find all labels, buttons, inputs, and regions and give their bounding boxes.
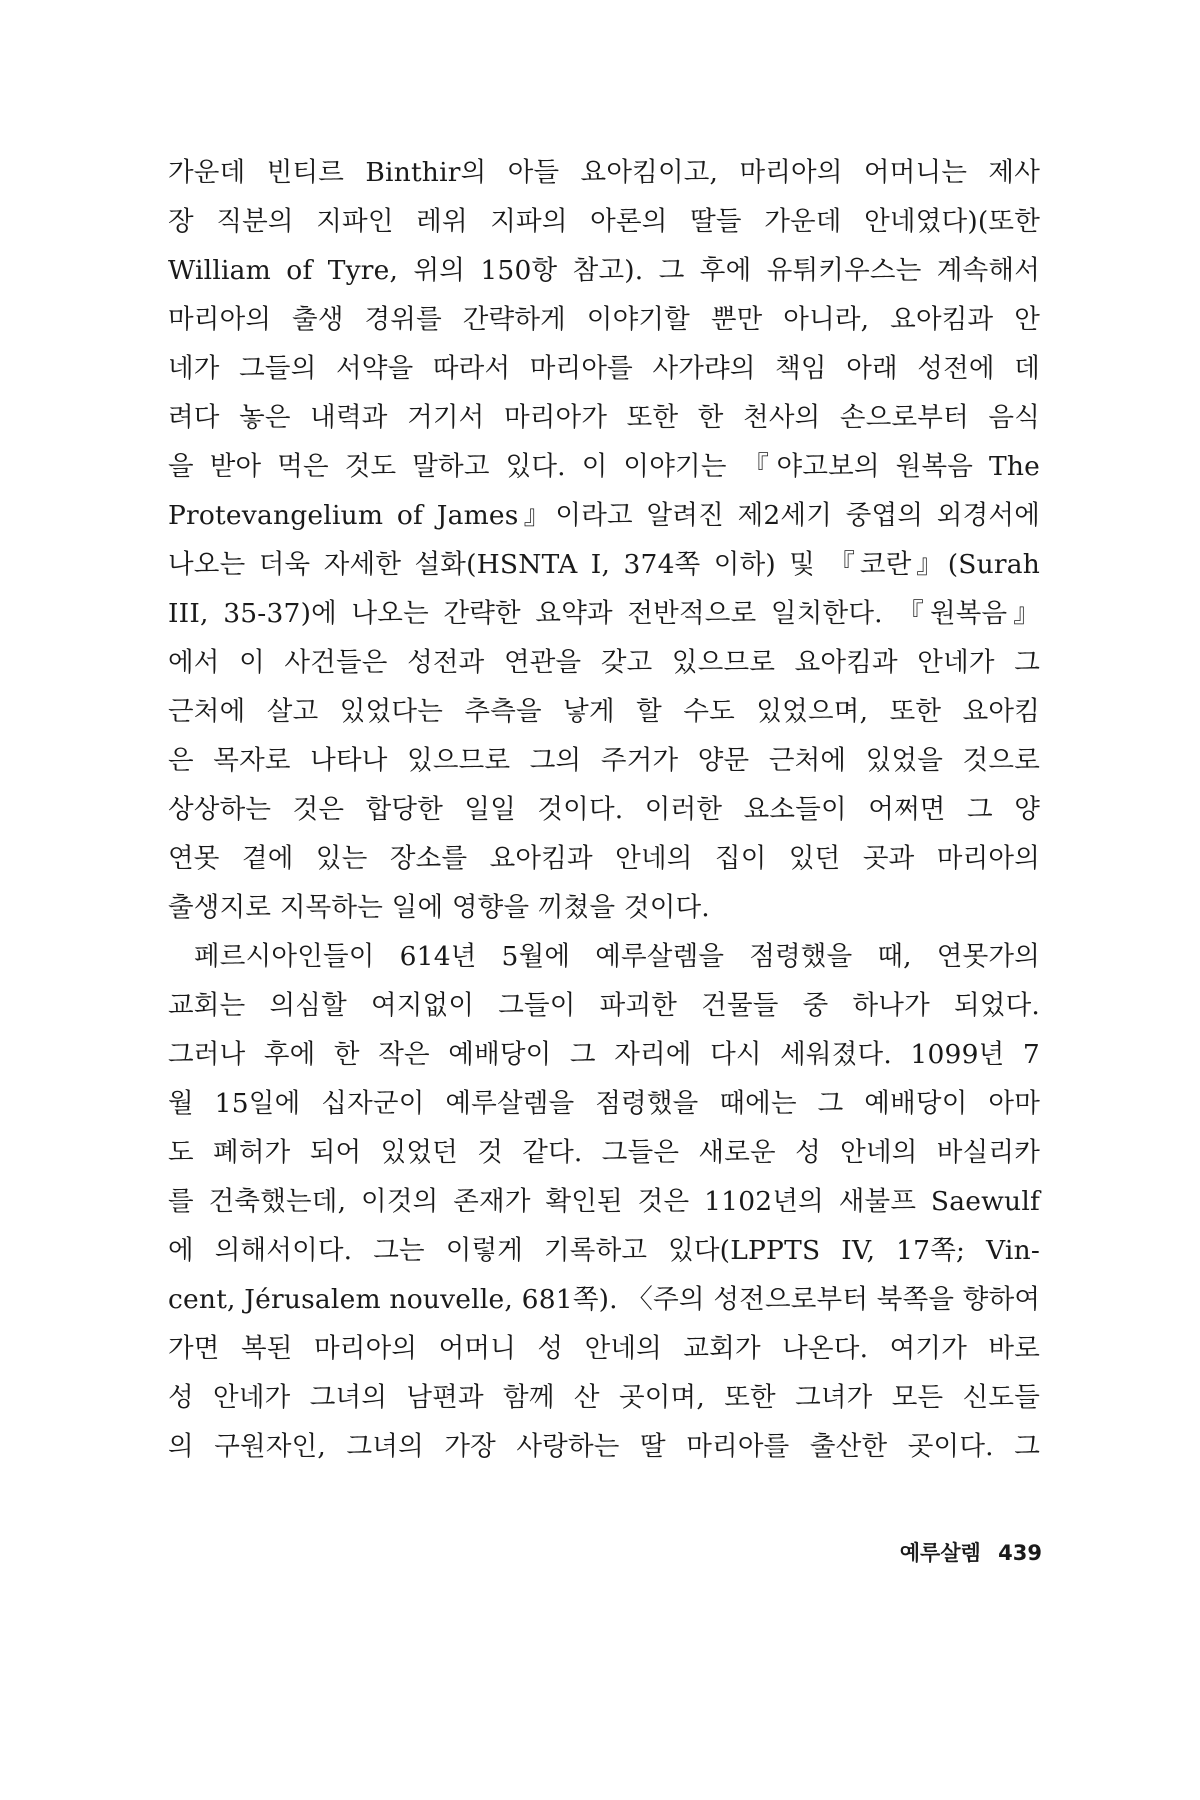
text-line: 그러나 후에 한 작은 예배당이 그 자리에 다시 세워졌다. 1099년 7 — [168, 1039, 1040, 1070]
text-line: 를 건축했는데, 이것의 존재가 확인된 것은 1102년의 새불프 Saewulf — [168, 1186, 1040, 1217]
page-number: 439 — [998, 1541, 1042, 1565]
text-line: 도 폐허가 되어 있었던 것 같다. 그들은 새로운 성 안네의 바실리카 — [168, 1137, 1040, 1168]
text-line: 성 안네가 그녀의 남편과 함께 산 곳이며, 또한 그녀가 모든 신도들 — [168, 1382, 1040, 1413]
text-line: cent, Jérusalem nouvelle, 681쪽). 〈주의 성전으로부터 북쪽을 향하여 — [168, 1284, 1041, 1315]
text-line: William of Tyre, 위의 150항 참고). 그 후에 유튀키우스는 계속해서 — [168, 255, 1040, 286]
text-line: 교회는 의심할 여지없이 그들이 파괴한 건물들 중 하나가 되었다. — [168, 990, 1040, 1021]
text-line: 가운데 빈티르 Binthir의 아들 요아킴이고, 마리아의 어머니는 제사 — [168, 157, 1040, 188]
text-line: 상상하는 것은 합당한 일일 것이다. 이러한 요소들이 어쩌면 그 양 — [168, 794, 1040, 825]
text-line: 나오는 더욱 자세한 설화(HSNTA I, 374쪽 이하) 및 『코란』(Surah — [168, 549, 1040, 580]
text-line: Protevangelium of James』이라고 알려진 제2세기 중엽의 외경서에 — [168, 500, 1040, 531]
text-line: 근처에 살고 있었다는 추측을 낳게 할 수도 있었으며, 또한 요아킴 — [168, 696, 1040, 727]
text-line: 출생지로 지목하는 일에 영향을 끼쳤을 것이다. — [168, 892, 710, 923]
text-line: 려다 놓은 내력과 거기서 마리아가 또한 한 천사의 손으로부터 음식 — [168, 402, 1040, 433]
text-line: 페르시아인들이 614년 5월에 예루살렘을 점령했을 때, 연못가의 — [194, 941, 1040, 972]
text-line: III, 35-37)에 나오는 간략한 요약과 전반적으로 일치한다. 『원복음』 — [168, 598, 1040, 629]
text-line: 연못 곁에 있는 장소를 요아킴과 안네의 집이 있던 곳과 마리아의 — [168, 843, 1040, 874]
text-line: 가면 복된 마리아의 어머니 성 안네의 교회가 나온다. 여기가 바로 — [168, 1333, 1040, 1364]
paragraph-1 — [168, 148, 1040, 932]
text-line: 에서 이 사건들은 성전과 연관을 갖고 있으므로 요아킴과 안네가 그 — [168, 647, 1040, 678]
page-footer — [842, 1538, 1042, 1568]
paragraph-2 — [168, 932, 1040, 1471]
text-line: 월 15일에 십자군이 예루살렘을 점령했을 때에는 그 예배당이 아마 — [168, 1088, 1040, 1119]
body-text — [168, 148, 1040, 1471]
text-line: 은 목자로 나타나 있으므로 그의 주거가 양문 근처에 있었을 것으로 — [168, 745, 1040, 776]
text-line: 마리아의 출생 경위를 간략하게 이야기할 뿐만 아니라, 요아킴과 안 — [168, 304, 1040, 335]
running-title: 예루살렘 — [899, 1541, 981, 1565]
text-line: 을 받아 먹은 것도 말하고 있다. 이 이야기는 『야고보의 원복음 The — [168, 451, 1040, 482]
text-line: 장 직분의 지파인 레위 지파의 아론의 딸들 가운데 안네였다)(또한 — [168, 206, 1040, 237]
text-line: 의 구원자인, 그녀의 가장 사랑하는 딸 마리아를 출산한 곳이다. 그 — [168, 1431, 1040, 1462]
text-line: 네가 그들의 서약을 따라서 마리아를 사가랴의 책임 아래 성전에 데 — [168, 353, 1040, 384]
text-line: 에 의해서이다. 그는 이렇게 기록하고 있다(LPPTS IV, 17쪽; Vin- — [168, 1235, 1040, 1266]
